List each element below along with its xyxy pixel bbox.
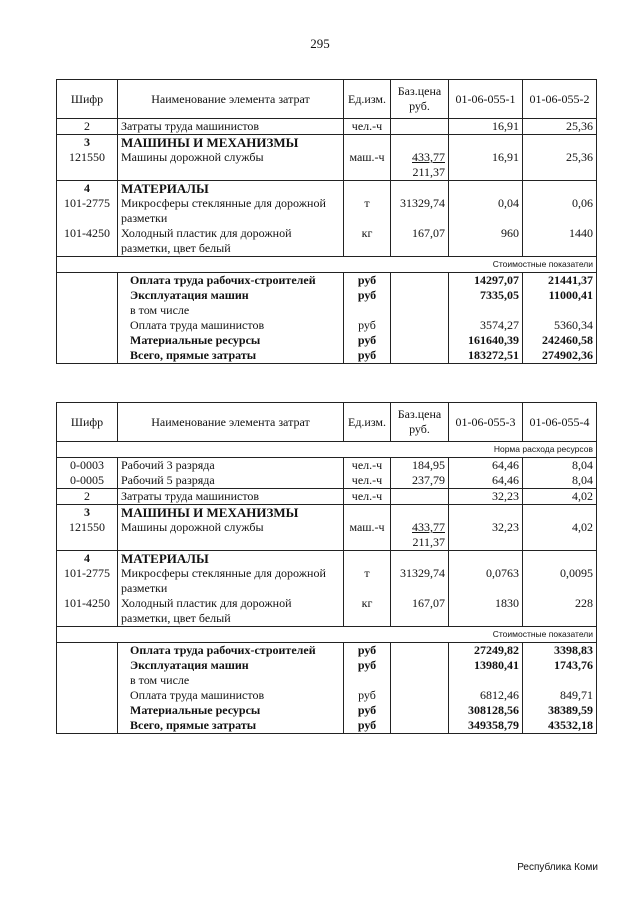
- summary-row: [57, 348, 597, 364]
- summary-value-a: 183272,51: [449, 348, 523, 364]
- row-value-a: 32,23: [449, 520, 523, 551]
- section-row: [57, 135, 597, 151]
- summary-value-a: 27249,82: [449, 643, 523, 659]
- row-price: 184,95: [391, 458, 449, 474]
- row-unit: кг: [344, 226, 391, 257]
- row-name: Рабочий 5 разряда: [118, 473, 344, 489]
- table-row: [57, 473, 597, 489]
- norm-note: Норма расхода ресурсов: [57, 442, 597, 458]
- summary-unit: руб: [344, 688, 391, 703]
- header-price: Баз.цена руб.: [391, 403, 449, 442]
- row-value-b: 8,04: [523, 458, 597, 474]
- header-code: Шифр: [57, 80, 118, 119]
- row-code: 0-0003: [57, 458, 118, 474]
- table-header: [57, 80, 597, 119]
- row-unit: чел.-ч: [344, 473, 391, 489]
- table-row: [57, 566, 597, 596]
- row-unit: т: [344, 566, 391, 596]
- row-price: [391, 489, 449, 505]
- summary-name: Оплата труда машинистов: [118, 318, 344, 333]
- cost-note: Стоимостные показатели: [57, 257, 597, 273]
- section-code: 4: [57, 181, 118, 197]
- header-col-a: 01-06-055-1: [449, 80, 523, 119]
- row-price: 237,79: [391, 473, 449, 489]
- row-value-a: 960: [449, 226, 523, 257]
- cost-table-1: [56, 79, 597, 364]
- summary-value-b: 38389,59: [523, 703, 597, 718]
- summary-value-a: 3574,27: [449, 318, 523, 333]
- page-number: 295: [310, 36, 330, 51]
- row-value-a: 0,0763: [449, 566, 523, 596]
- row-price: 167,07: [391, 226, 449, 257]
- summary-value-a: 308128,56: [449, 703, 523, 718]
- summary-unit: руб: [344, 643, 391, 659]
- summary-value-b: 5360,34: [523, 318, 597, 333]
- row-name: Холодный пластик для дорожной разметки, цвет белый: [118, 226, 344, 257]
- row-value-b: 25,36: [523, 150, 597, 181]
- summary-value-b: 43532,18: [523, 718, 597, 734]
- row-name: Затраты труда машинистов: [118, 489, 344, 505]
- header-price: Баз.цена руб.: [391, 80, 449, 119]
- row-name: Микросферы стеклянные для дорожной разметки: [118, 196, 344, 226]
- row-unit: чел.-ч: [344, 119, 391, 135]
- summary-name: Всего, прямые затраты: [118, 348, 344, 364]
- summary-name: Оплата труда рабочих-строителей: [118, 643, 344, 659]
- price-main: 433,77: [412, 150, 445, 164]
- price-main: 433,77: [412, 520, 445, 534]
- row-code: 101-4250: [57, 226, 118, 257]
- table-row: [57, 226, 597, 257]
- row-price: 167,07: [391, 596, 449, 627]
- section-code: 3: [57, 135, 118, 151]
- table-row: [57, 596, 597, 627]
- summary-name: Оплата труда машинистов: [118, 688, 344, 703]
- summary-value-a: 349358,79: [449, 718, 523, 734]
- summary-name: Оплата труда рабочих-строителей: [118, 273, 344, 289]
- summary-unit: руб: [344, 273, 391, 289]
- summary-value-b: 11000,41: [523, 288, 597, 303]
- summary-row: [57, 318, 597, 333]
- summary-value-a: 6812,46: [449, 688, 523, 703]
- table-header: [57, 403, 597, 442]
- header-code: Шифр: [57, 403, 118, 442]
- row-name: Микросферы стеклянные для дорожной разметки: [118, 566, 344, 596]
- summary-row: [57, 658, 597, 673]
- row-code: 2: [57, 119, 118, 135]
- table-row: [57, 119, 597, 135]
- header-col-a: 01-06-055-3: [449, 403, 523, 442]
- cost-note-row: [57, 627, 597, 643]
- section-title: МАШИНЫ И МЕХАНИЗМЫ: [118, 135, 344, 151]
- row-value-a: 64,46: [449, 473, 523, 489]
- section-title: МАТЕРИАЛЫ: [118, 551, 344, 567]
- summary-row: [57, 718, 597, 734]
- row-code: 101-2775: [57, 196, 118, 226]
- summary-row: [57, 688, 597, 703]
- summary-name: Всего, прямые затраты: [118, 718, 344, 734]
- summary-row: [57, 288, 597, 303]
- summary-row: [57, 643, 597, 659]
- row-value-a: 0,04: [449, 196, 523, 226]
- summary-row: [57, 673, 597, 688]
- header-col-b: 01-06-055-4: [523, 403, 597, 442]
- row-value-a: 64,46: [449, 458, 523, 474]
- row-price: [391, 520, 449, 551]
- row-code: 101-4250: [57, 596, 118, 627]
- row-name: Машины дорожной службы: [118, 150, 344, 181]
- row-value-a: 16,91: [449, 119, 523, 135]
- row-price: [391, 119, 449, 135]
- row-value-a: 16,91: [449, 150, 523, 181]
- section-code: 4: [57, 551, 118, 567]
- summary-row: [57, 303, 597, 318]
- summary-including: в том числе: [118, 303, 344, 318]
- row-code: 121550: [57, 520, 118, 551]
- row-code: 121550: [57, 150, 118, 181]
- table-row: [57, 150, 597, 181]
- summary-value-b: 1743,76: [523, 658, 597, 673]
- summary-value-b: 3398,83: [523, 643, 597, 659]
- cost-note-row: [57, 257, 597, 273]
- summary-unit: руб: [344, 318, 391, 333]
- table-row: [57, 489, 597, 505]
- price-secondary: 211,37: [412, 165, 445, 179]
- row-value-b: 0,06: [523, 196, 597, 226]
- row-unit: маш.-ч: [344, 520, 391, 551]
- row-value-a: 1830: [449, 596, 523, 627]
- header-unit: Ед.изм.: [344, 403, 391, 442]
- section-row: [57, 181, 597, 197]
- summary-value-b: 274902,36: [523, 348, 597, 364]
- cost-table-2: [56, 402, 597, 734]
- row-unit: маш.-ч: [344, 150, 391, 181]
- row-name: Затраты труда машинистов: [118, 119, 344, 135]
- table-row: [57, 458, 597, 474]
- row-value-b: 4,02: [523, 520, 597, 551]
- row-name: Рабочий 3 разряда: [118, 458, 344, 474]
- section-row: [57, 551, 597, 567]
- row-value-b: 0,0095: [523, 566, 597, 596]
- summary-name: Эксплуатация машин: [118, 288, 344, 303]
- row-value-b: 1440: [523, 226, 597, 257]
- table-row: [57, 196, 597, 226]
- summary-value-b: 849,71: [523, 688, 597, 703]
- header-name: Наименование элемента затрат: [118, 80, 344, 119]
- section-title: МАШИНЫ И МЕХАНИЗМЫ: [118, 505, 344, 521]
- row-unit: чел.-ч: [344, 489, 391, 505]
- summary-name: Эксплуатация машин: [118, 658, 344, 673]
- row-value-b: 4,02: [523, 489, 597, 505]
- summary-unit: руб: [344, 703, 391, 718]
- row-name: Машины дорожной службы: [118, 520, 344, 551]
- row-value-b: 25,36: [523, 119, 597, 135]
- summary-value-b: 242460,58: [523, 333, 597, 348]
- summary-row: [57, 273, 597, 289]
- row-name: Холодный пластик для дорожной разметки, цвет белый: [118, 596, 344, 627]
- row-value-b: 8,04: [523, 473, 597, 489]
- row-code: 101-2775: [57, 566, 118, 596]
- header-unit: Ед.изм.: [344, 80, 391, 119]
- summary-including: в том числе: [118, 673, 344, 688]
- summary-unit: руб: [344, 718, 391, 734]
- header-col-b: 01-06-055-2: [523, 80, 597, 119]
- summary-row: [57, 333, 597, 348]
- summary-value-a: 7335,05: [449, 288, 523, 303]
- row-code: 2: [57, 489, 118, 505]
- row-value-a: 32,23: [449, 489, 523, 505]
- norm-note-row: [57, 442, 597, 458]
- header-name: Наименование элемента затрат: [118, 403, 344, 442]
- row-unit: чел.-ч: [344, 458, 391, 474]
- summary-value-b: 21441,37: [523, 273, 597, 289]
- footer-region: Республика Коми: [517, 862, 598, 873]
- summary-value-a: 161640,39: [449, 333, 523, 348]
- row-unit: кг: [344, 596, 391, 627]
- section-row: [57, 505, 597, 521]
- table-row: [57, 520, 597, 551]
- row-price: 31329,74: [391, 196, 449, 226]
- cost-note: Стоимостные показатели: [57, 627, 597, 643]
- summary-name: Материальные ресурсы: [118, 703, 344, 718]
- summary-unit: руб: [344, 333, 391, 348]
- row-price: [391, 150, 449, 181]
- summary-unit: руб: [344, 658, 391, 673]
- summary-row: [57, 703, 597, 718]
- summary-unit: руб: [344, 348, 391, 364]
- row-price: 31329,74: [391, 566, 449, 596]
- section-code: 3: [57, 505, 118, 521]
- summary-name: Материальные ресурсы: [118, 333, 344, 348]
- row-value-b: 228: [523, 596, 597, 627]
- section-title: МАТЕРИАЛЫ: [118, 181, 344, 197]
- summary-value-a: 14297,07: [449, 273, 523, 289]
- summary-unit: руб: [344, 288, 391, 303]
- row-code: 0-0005: [57, 473, 118, 489]
- row-unit: т: [344, 196, 391, 226]
- summary-value-a: 13980,41: [449, 658, 523, 673]
- price-secondary: 211,37: [412, 535, 445, 549]
